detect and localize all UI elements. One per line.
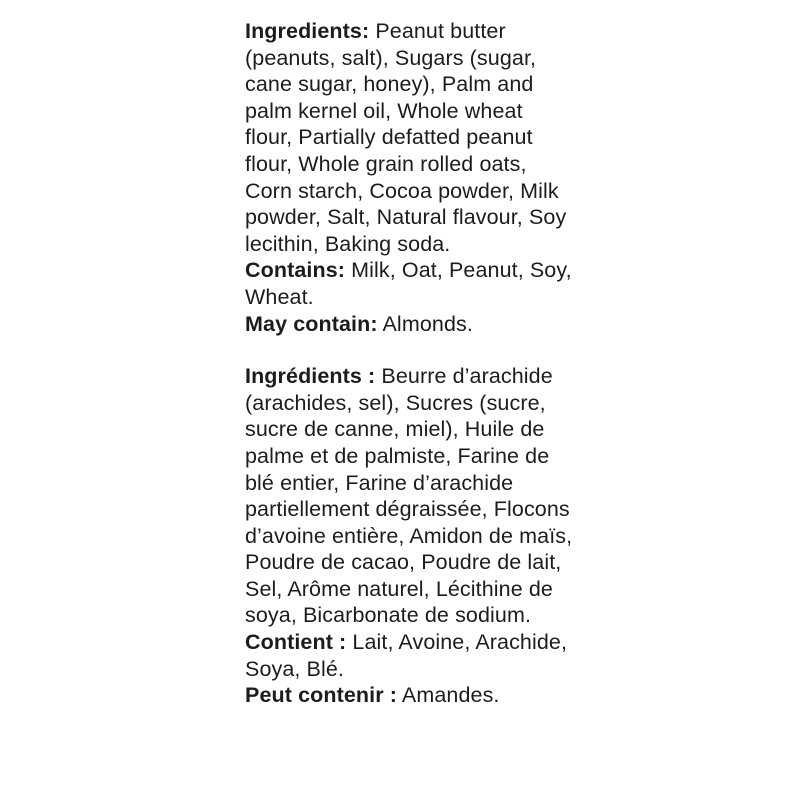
english-contains-text: Milk, Oat, Peanut, Soy, Wheat.	[245, 258, 572, 309]
french-may-contain-paragraph	[245, 682, 575, 709]
english-may-contain-text: Almonds.	[377, 311, 473, 336]
english-contains-paragraph	[245, 257, 575, 310]
french-may-contain-text: Amandes.	[397, 683, 500, 708]
french-contains-heading: Contient :	[245, 630, 347, 655]
ingredients-label-panel	[245, 18, 575, 709]
french-contains-text: Lait, Avoine, Arachide, Soya, Blé.	[245, 630, 568, 681]
english-ingredients-paragraph	[245, 18, 575, 257]
french-ingredients-heading: Ingrédients :	[245, 364, 376, 389]
english-section	[245, 18, 575, 337]
french-contains-paragraph	[245, 629, 575, 682]
french-ingredients-text: Beurre d’arachide (arachides, sel), Sucres (sucre, sucre de canne, miel), Huile de palme et de palmiste, Farine de blé entier, Farine d’arachide partiellement dégraissée, Flocons d’avoine entière, Amidon de maïs, Poudre de cacao, Poudre de lait, Sel, Arôme naturel, Lécithine de soya, Bicarbonate de sodium.	[245, 364, 573, 628]
french-section	[245, 363, 575, 709]
english-may-contain-paragraph	[245, 311, 575, 338]
french-may-contain-heading: Peut contenir :	[245, 683, 398, 708]
english-may-contain-heading: May contain:	[245, 311, 378, 336]
english-ingredients-text: Peanut butter (peanuts, salt), Sugars (sugar, cane sugar, honey), Palm and palm kernel oil, Whole wheat flour, Partially defatted peanut flour, Whole grain rolled oats, Corn starch, Cocoa powder, Milk powder, Salt, Natural flavour, Soy lecithin, Baking soda.	[245, 19, 567, 256]
language-separator	[245, 337, 575, 363]
english-ingredients-heading: Ingredients:	[245, 19, 370, 43]
french-ingredients-paragraph	[245, 363, 575, 629]
english-contains-heading: Contains:	[245, 258, 346, 283]
